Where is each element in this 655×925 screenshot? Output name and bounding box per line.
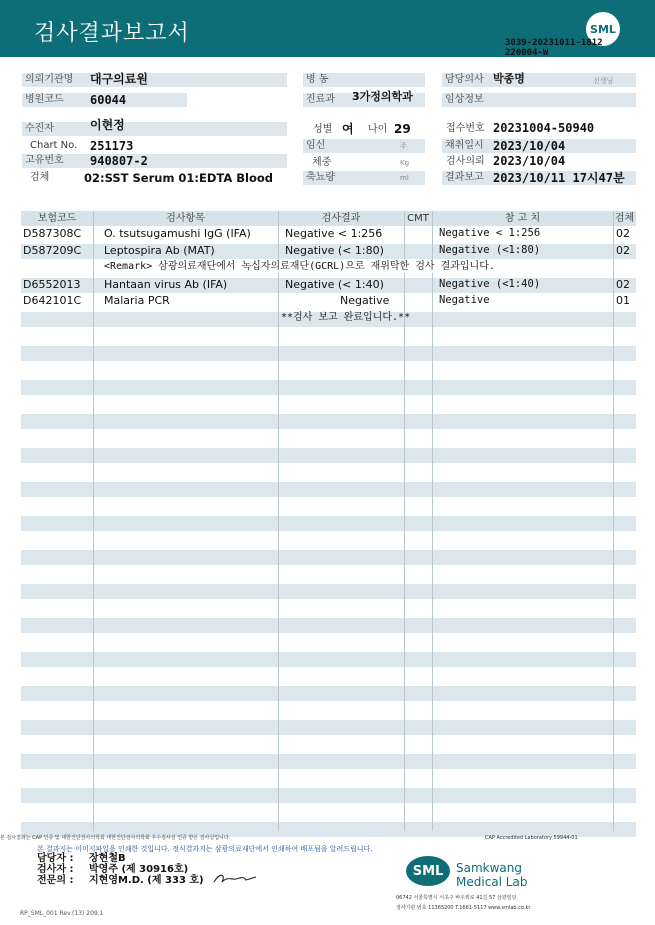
chart-no: 251173	[90, 139, 134, 153]
column-divider	[278, 211, 279, 831]
urine-unit: ml	[400, 174, 409, 182]
column-divider	[93, 211, 94, 831]
label-clinical-info: 임상정보	[442, 93, 636, 107]
table-band	[21, 380, 636, 395]
receipt-no: 20231004-50940	[493, 121, 595, 135]
signature-icon	[212, 870, 258, 886]
label-unique-id: 고유번호	[22, 154, 287, 168]
row-code: D642101C	[23, 294, 82, 307]
doctor-suffix: 선생님	[593, 77, 614, 85]
table-band	[21, 720, 636, 735]
row-code: D587209C	[23, 244, 82, 257]
row-reference: Negative (<1:80)	[439, 244, 541, 256]
row-specimen: 02	[616, 244, 630, 257]
col-header-cmt: CMT	[407, 213, 429, 224]
label-staff: 담당자 :	[37, 853, 74, 864]
row-result: Negative	[340, 294, 390, 307]
row-item: Malaria PCR	[104, 294, 170, 307]
label-collection-date: 채취일시	[442, 139, 636, 153]
table-band	[21, 482, 636, 497]
label-weight: 체중	[312, 157, 332, 168]
logo-text: SML	[590, 23, 616, 36]
row-code: D587308C	[23, 227, 82, 240]
row-code: D6552013	[23, 278, 81, 291]
label-department: 진료과	[303, 93, 425, 107]
row-reference: Negative	[439, 294, 490, 306]
brand-name-line2: Medical Lab	[456, 875, 528, 889]
label-hospital-code: 병원코드	[22, 93, 187, 107]
row-remark: <Remark> 삼광의료재단에서 녹십자의료재단(GCRL)으로 재위탁한 검사 결과입니다.	[104, 261, 495, 272]
department: 3가정의학과	[352, 90, 413, 103]
patient-age: 29	[394, 122, 411, 136]
column-divider	[613, 211, 614, 831]
cap-text: CAP Accredited Laboratory 59944-01	[485, 835, 578, 841]
label-sex: 성별	[313, 124, 333, 135]
row-result: Negative (< 1:80)	[285, 244, 384, 257]
table-band	[21, 618, 636, 633]
label-patient: 수진자	[22, 122, 287, 136]
hospital-name: 대구의료원	[90, 72, 148, 86]
unique-id: 940807-2	[90, 154, 148, 168]
label-specimen: 검체	[30, 172, 50, 183]
col-header-item: 검사항목	[166, 213, 205, 224]
tester-name: 박영주 (제 30916호)	[89, 864, 189, 875]
label-age: 나이	[368, 124, 388, 135]
col-header-result: 검사결과	[321, 213, 361, 224]
footer-logo-text: SML	[412, 864, 444, 879]
col-header-code: 보험코드	[37, 213, 77, 224]
notice-text: 본 결과지는 이미지파일을 인쇄한 것입니다. 정식결과지는 삼광의료재단에서 인쇄하여 배포됨을 알려드립니다.	[37, 845, 373, 853]
collection-date: 2023/10/04	[493, 139, 566, 153]
table-band	[21, 516, 636, 531]
report-title: 검사결과보고서	[34, 21, 190, 46]
table-band	[21, 686, 636, 701]
row-result: Negative (< 1:40)	[285, 278, 384, 291]
row-item: Hantaan virus Ab (IFA)	[104, 278, 228, 291]
label-tester: 검사자 :	[37, 864, 74, 875]
row-item: Leptospira Ab (MAT)	[104, 244, 215, 257]
patient-name: 이현정	[90, 118, 125, 132]
report-number-line2: 220004-W	[505, 48, 549, 58]
report-complete-text: **검사 보고 완료입니다.**	[281, 312, 411, 323]
row-specimen: 02	[616, 227, 630, 240]
col-header-specimen: 검체	[614, 213, 635, 224]
row-result: Negative < 1:256	[285, 227, 383, 240]
weight-unit: Kg	[400, 159, 410, 167]
document-code: RP_SML_001 Rev.(13) 209.1	[20, 910, 104, 917]
label-specialist: 전문의 :	[37, 875, 74, 886]
row-reference: Negative (<1:40)	[439, 278, 541, 290]
table-band	[21, 788, 636, 803]
specimen: 02:SST Serum 01:EDTA Blood	[84, 171, 274, 185]
pregnancy-unit: 주	[400, 142, 407, 150]
brand-name-line1: Samkwang	[456, 861, 522, 875]
label-chart-no: Chart No.	[30, 140, 78, 151]
row-item: O. tsutsugamushi IgG (IFA)	[104, 227, 251, 240]
table-band	[21, 346, 636, 361]
contact-text: 검사기관 번호 11365200 T.1661-5117 www.smlab.co.kr	[396, 905, 531, 911]
address-text: 06742 서울특별시 서초구 바우뫼로 41길 57 삼광빌딩	[396, 895, 517, 901]
sml-footer-logo-icon	[406, 856, 450, 886]
table-band	[21, 448, 636, 463]
table-band	[21, 584, 636, 599]
label-pregnancy: 임신	[303, 139, 425, 153]
label-request-date: 검사의뢰	[446, 156, 485, 167]
label-ward: 병 동	[303, 73, 425, 87]
label-doctor: 담당의사	[442, 73, 636, 87]
table-band	[21, 754, 636, 769]
col-header-ref: 참 고 치	[504, 213, 541, 224]
column-divider	[404, 211, 405, 831]
row-specimen: 02	[616, 278, 630, 291]
report-number-line1: 3039-20231011-1812	[505, 38, 603, 48]
hospital-code: 60044	[90, 93, 127, 107]
label-hospital: 의뢰기관명	[22, 73, 287, 87]
table-band	[21, 652, 636, 667]
row-reference: Negative < 1:256	[439, 227, 541, 239]
table-band	[21, 550, 636, 565]
staff-name: 장현철B	[89, 853, 126, 864]
table-band	[21, 414, 636, 429]
column-divider	[432, 211, 433, 831]
request-date: 2023/10/04	[493, 154, 566, 168]
label-report-date: 결과보고	[442, 171, 636, 185]
doctor-name: 박종명	[493, 72, 525, 85]
specialist-name: 지현영M.D. (제 333 호)	[89, 875, 204, 886]
row-specimen: 01	[616, 294, 630, 307]
label-urine: 축뇨량	[303, 171, 425, 185]
report-number	[505, 38, 603, 58]
accreditation-text: 본 검사결과는 CAP 인증 및 대한진단검사의학회 대한진단검사의학회 우수검사실 인증 받은 검사실입니다.	[0, 835, 231, 841]
patient-sex: 여	[342, 122, 354, 136]
report-date: 2023/10/11 17시47분	[493, 171, 625, 185]
label-receipt-no: 접수번호	[446, 123, 485, 134]
